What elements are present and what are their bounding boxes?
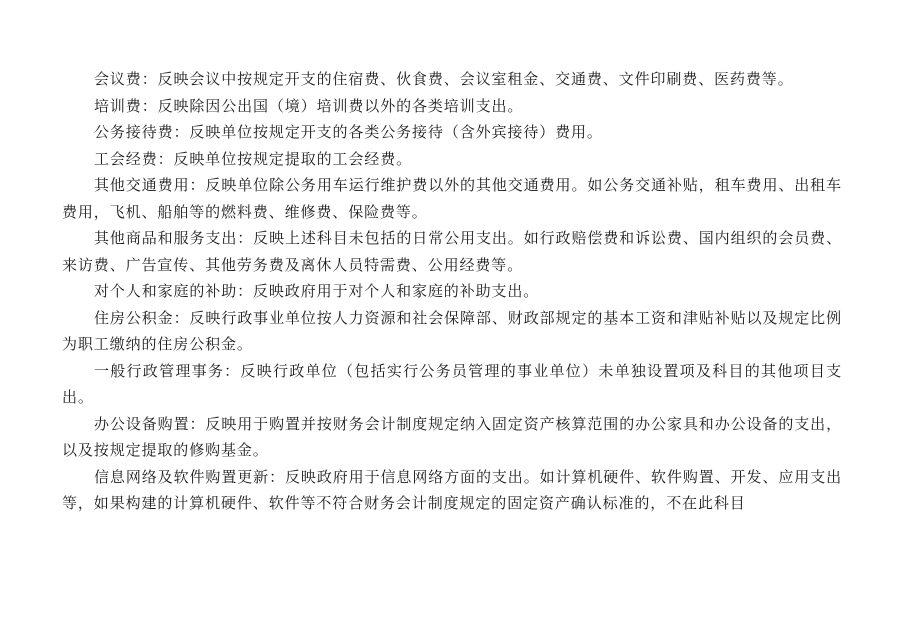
paragraph-text: ：反映政府用于信息网络方面的支出。如计算机硬件、软件购置、开发、应用支出等，如果构建的计算机硬件、软件等不符合财务会计制度规定的固定资产确认标准的，不在此科目: [62, 467, 843, 512]
paragraph-text: ：反映上述科目未包括的日常公用支出。如行政赔偿费和诉讼费、国内组织的会员费、来访费、广告宣传、其他劳务费及离休人员特需费、公用经费等。: [62, 229, 842, 274]
paragraph-union-fund: [62, 146, 842, 173]
paragraph-meeting-fee: [62, 66, 842, 93]
paragraph-term: 住房公积金: [94, 308, 174, 327]
paragraph-text: ：反映会议中按规定开支的住宿费、伙食费、会议室租金、交通费、文件印刷费、医药费等。: [141, 70, 794, 88]
paragraph-office-equipment: [62, 411, 842, 464]
paragraph-text: ：反映用于购置并按财务会计制度规定纳入固定资产核算范围的办公家具和办公设备的支出，以及按规定提取的修购基金。: [62, 414, 843, 459]
paragraph-term: 培训费: [94, 96, 142, 115]
paragraph-it-network: [62, 464, 842, 517]
paragraph-text: ：反映单位按规定提取的工会经费。: [157, 149, 413, 168]
paragraph-term: 会议费: [94, 70, 142, 88]
paragraph-housing-fund: [62, 305, 842, 358]
paragraph-other-goods-services: [62, 225, 842, 278]
paragraph-term: 一般行政管理事务: [94, 361, 225, 380]
paragraph-training-fee: [62, 93, 842, 120]
paragraph-term: 工会经费: [94, 149, 158, 168]
paragraph-reception-fee: [62, 119, 842, 146]
paragraph-text: ：反映行政事业单位按人力资源和社会保障部、财政部规定的基本工资和津贴补贴以及规定比例为职工缴纳的住房公积金。: [62, 308, 842, 353]
document-body: [62, 66, 842, 517]
paragraph-text: ：反映单位除公务用车运行维护费以外的其他交通费用。如公务交通补贴，租车费用、出租车费用，飞机、船舶等的燃料费、维修费、保险费等。: [62, 176, 843, 221]
paragraph-term: 办公设备购置: [94, 414, 190, 433]
paragraph-term: 其他交通费用: [94, 176, 190, 194]
paragraph-other-transport: [62, 172, 842, 225]
paragraph-text: ：反映除因公出国（境）培训费以外的各类培训支出。: [141, 96, 524, 115]
paragraph-term: 公务接待费: [94, 123, 174, 141]
paragraph-term: 信息网络及软件购置更新: [94, 467, 270, 486]
paragraph-text: ：反映行政单位（包括实行公务员管理的事业单位）未单独设置项及科目的其他项目支出。: [62, 361, 842, 406]
paragraph-personal-subsidy: [62, 278, 842, 305]
paragraph-term: 其他商品和服务支出: [94, 229, 238, 247]
paragraph-text: ：反映单位按规定开支的各类公务接待（含外宾接待）费用。: [173, 123, 603, 141]
paragraph-admin-affairs: [62, 358, 842, 411]
paragraph-term: 对个人和家庭的补助: [94, 282, 238, 300]
paragraph-text: ：反映政府用于对个人和家庭的补助支出。: [237, 282, 540, 300]
